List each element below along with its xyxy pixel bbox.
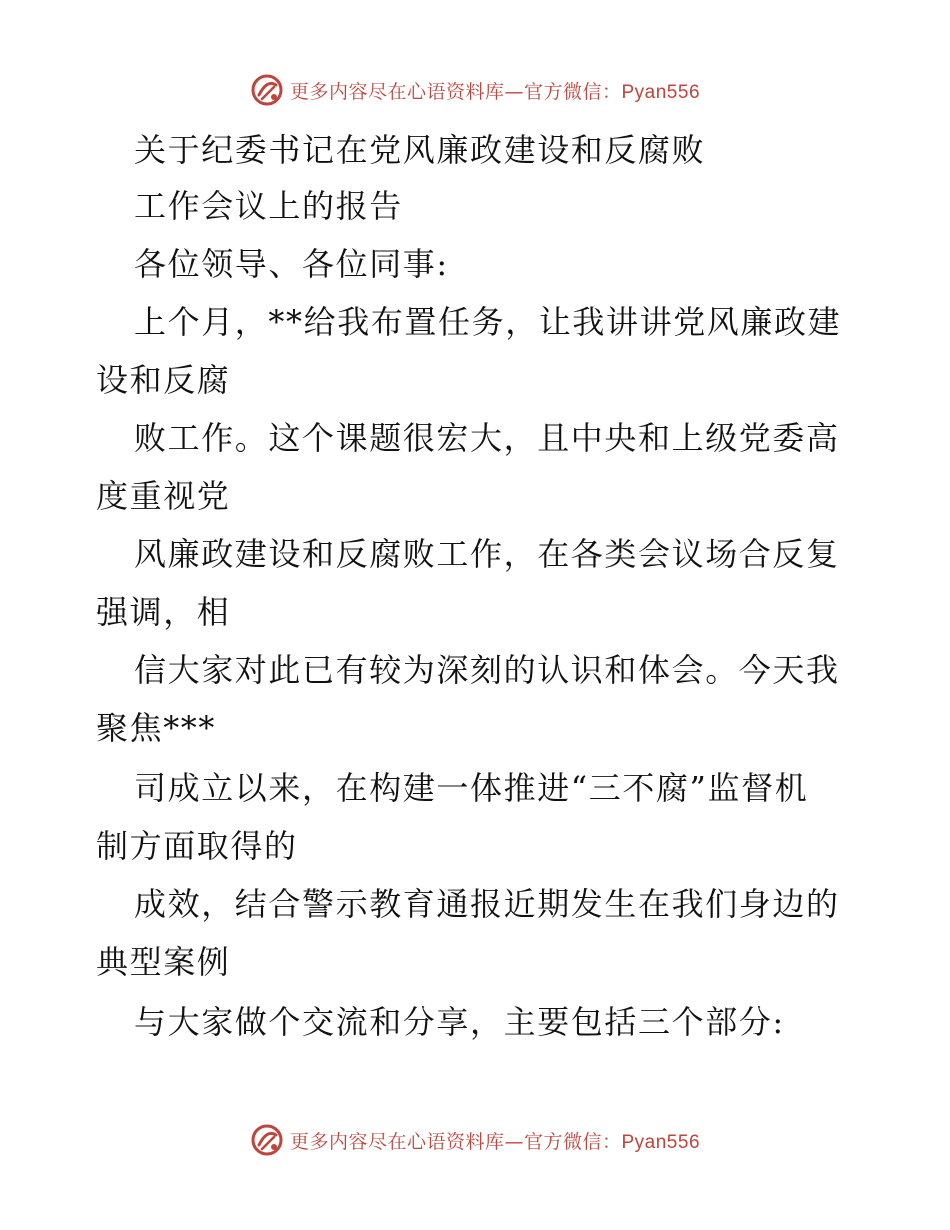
paragraph-line: 司成立以来，在构建一体推进“三不腐”监督机: [134, 769, 809, 807]
seal-logo-icon: [250, 73, 284, 107]
paragraph-line: 聚焦***: [96, 709, 217, 747]
paragraph-line: 上个月，**给我布置任务，让我讲讲党风廉政建: [134, 303, 842, 341]
paragraph-line: 信大家对此已有较为深刻的认识和体会。今天我: [134, 651, 840, 689]
paragraph-line: 与大家做个交流和分享，主要包括三个部分:: [134, 1003, 785, 1041]
paragraph-line: 强调，相: [96, 593, 231, 631]
paragraph-line: 典型案例: [96, 943, 231, 981]
paragraph-line: 制方面取得的: [96, 827, 298, 865]
salutation: 各位领导、各位同事:: [134, 245, 449, 283]
watermark-text: 更多内容尽在心语资料库—官方微信：Pyan556: [289, 1130, 701, 1153]
watermark-id: Pyan556: [621, 81, 701, 103]
seal-logo-icon: [250, 1123, 284, 1157]
paragraph-line: 设和反腐: [96, 361, 231, 399]
paragraph-line: 度重视党: [96, 477, 231, 515]
watermark-text: 更多内容尽在心语资料库—官方微信：Pyan556: [289, 80, 701, 103]
watermark-id: Pyan556: [621, 1131, 701, 1153]
paragraph-line: 成效，结合警示教育通报近期发生在我们身边的: [134, 885, 840, 923]
document-title-line-2: 工作会议上的报告: [134, 187, 403, 225]
header-watermark: [0, 68, 950, 112]
paragraph-line: 风廉政建设和反腐败工作，在各类会议场合反复: [134, 535, 840, 573]
footer-watermark: [0, 1118, 950, 1162]
paragraph-line: 败工作。这个课题很宏大，且中央和上级党委高: [134, 419, 840, 457]
document-title-line-1: 关于纪委书记在党风廉政建设和反腐败: [134, 131, 706, 169]
